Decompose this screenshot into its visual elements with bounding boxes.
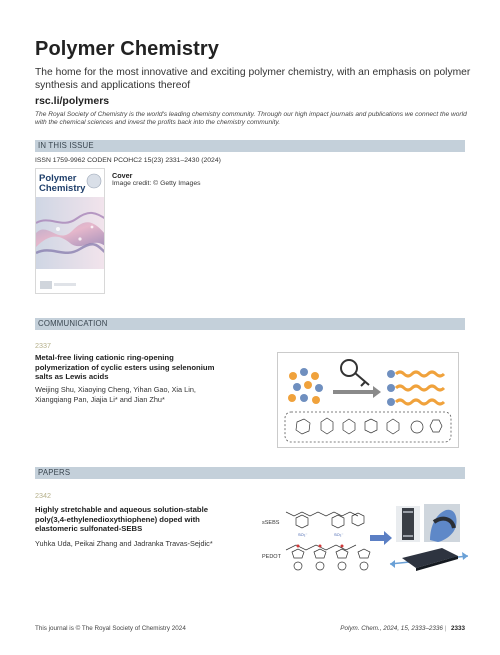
PEDOT-structure	[286, 545, 370, 570]
issn-line: ISSN 1759-9962 CODEN PCOHC2 15(23) 2331–2430 (2024)	[35, 157, 221, 164]
papers-page-number: 2342	[35, 491, 51, 500]
section-header-in-this-issue: IN THIS ISSUE	[35, 140, 465, 152]
communication-graphical-abstract[interactable]	[277, 352, 459, 448]
journal-tagline: The home for the most innovative and exciting polymer chemistry, with an emphasis on polymer synthesis and applications thereof	[35, 67, 471, 91]
section-header-papers: PAPERS	[35, 467, 465, 479]
sSEBS-label: sSEBS	[262, 520, 280, 526]
communication-page-number: 2337	[35, 341, 51, 350]
monomer-cluster	[288, 368, 323, 404]
papers-graphical-abstract[interactable]	[262, 500, 468, 580]
communication-authors: Weijing Shu, Xiaoying Cheng, Yihan Gao, Xia Lin, Xiangqiang Pan, Jiajia Li* and Jian Zhu*	[35, 385, 196, 404]
journal-title: Polymer Chemistry	[35, 38, 219, 60]
so3-label-1: SO₃⁻	[298, 532, 308, 537]
section-header-communication: COMMUNICATION	[35, 318, 465, 330]
footer-citation: Polym. Chem., 2024, 15, 2333–2336 | 2333	[340, 625, 465, 632]
film-photo	[396, 506, 420, 542]
cover-credit: Image credit: © Getty Images	[112, 180, 201, 187]
cover-label: Cover	[112, 171, 133, 180]
journal-url[interactable]: rsc.li/polymers	[35, 95, 110, 107]
footer-page-number: 2333	[450, 625, 465, 632]
papers-authors: Yuhka Uda, Peikai Zhang and Jadranka Travas-Sejdic*	[35, 539, 213, 548]
cover-thumbnail[interactable]	[35, 168, 105, 294]
cover-artwork	[36, 169, 105, 294]
rsc-blurb: The Royal Society of Chemistry is the world's leading chemistry community. Through our high impact journals and publications we connect the world with the chemical sciences and invest the profits back into the chemistry community.	[35, 111, 467, 126]
footer-copyright: This journal is © The Royal Society of Chemistry 2024	[35, 625, 186, 632]
sSEBS-structure	[286, 512, 364, 528]
hand-photo	[424, 504, 460, 542]
cover-title: Polymer Chemistry	[39, 173, 86, 194]
papers-article-title[interactable]: Highly stretchable and aqueous solution-stable poly(3,4-ethylenedioxythiophene) doped with elastomeric sulfonated-SEBS	[35, 505, 208, 534]
stretched-film	[390, 548, 468, 571]
process-arrow	[370, 531, 392, 545]
PEDOT-label: PEDOT	[262, 554, 281, 560]
so3-label-2: SO₃⁻	[334, 532, 344, 537]
communication-article-title[interactable]: Metal-free living cationic ring-opening polymerization of cyclic esters using selenonium salts as Lewis acids	[35, 353, 215, 382]
